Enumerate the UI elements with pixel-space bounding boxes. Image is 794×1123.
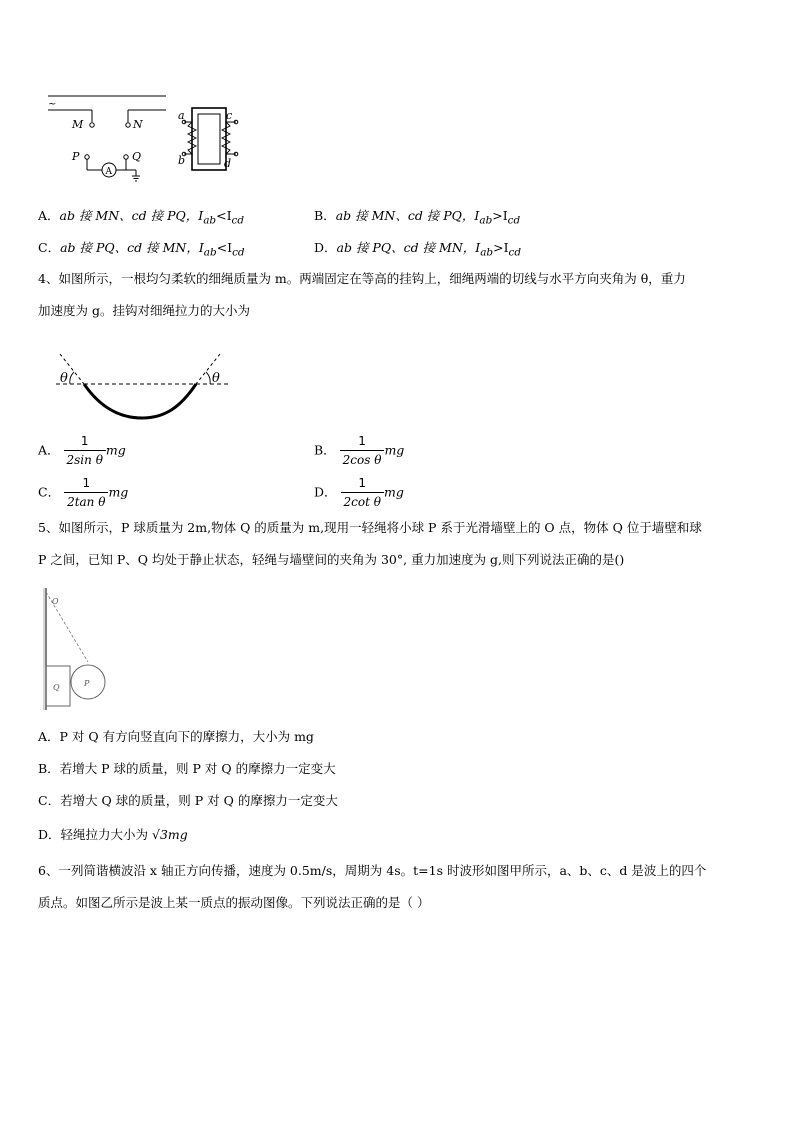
q3-label-b: b — [178, 154, 186, 167]
option-text: ab 接 MN、cd 接 PQ，I — [335, 208, 480, 223]
denominator: 2tan θ — [64, 492, 108, 511]
q3-option-c[interactable] — [38, 239, 245, 262]
q3-label-tilde: ~ — [48, 99, 57, 110]
q3-label-ammeter: A — [105, 167, 112, 177]
option-letter: D． — [38, 827, 61, 842]
subscript-cd: cd — [231, 214, 245, 227]
relation: <I — [216, 240, 233, 255]
q3-label-d: d — [224, 157, 232, 170]
q4-label-theta-right: θ — [212, 371, 220, 386]
suffix: mg — [384, 442, 405, 458]
option-letter: A． — [38, 442, 60, 458]
q3-label-c: c — [226, 109, 233, 122]
subscript-cd: cd — [232, 246, 245, 259]
option-math: √3mg — [152, 827, 188, 842]
fraction — [340, 432, 385, 469]
q5-stem-line2: P 之间，已知 P、Q 均处于静止状态，轻绳与墙壁间的夹角为 30°, 重力加速度为 g,则下列说法正确的是() — [38, 552, 625, 567]
suffix: mg — [108, 484, 129, 500]
q3-label-a: a — [178, 109, 185, 122]
q4-label-theta-left: θ — [60, 371, 68, 386]
q4-stem-line2: 加速度为 g。挂钩对细绳拉力的大小为 — [38, 303, 250, 318]
q4-rope-figure — [52, 348, 232, 423]
q6-stem-line2: 质点。如图乙所示是波上某一质点的振动图像。下列说法正确的是（ ） — [38, 895, 430, 910]
option-letter: B． — [314, 442, 336, 458]
relation: <I — [216, 208, 232, 223]
denominator: 2cos θ — [340, 450, 385, 469]
q3-label-M: M — [72, 118, 84, 131]
relation: >I — [493, 240, 509, 255]
numerator: 1 — [80, 434, 89, 448]
q5-option-a[interactable] — [38, 728, 314, 746]
subscript-ab: ab — [479, 214, 493, 227]
numerator: 1 — [358, 476, 367, 490]
option-text: 若增大 P 球的质量，则 P 对 Q 的摩擦力一定变大 — [59, 761, 336, 776]
fraction — [64, 432, 106, 469]
option-letter: C． — [38, 484, 61, 500]
q3-label-P: P — [72, 150, 80, 163]
subscript-ab: ab — [203, 214, 217, 227]
option-letter: D． — [314, 240, 337, 255]
q5-label-P: P — [84, 679, 90, 688]
q3-label-N: N — [133, 118, 143, 131]
q5-option-d[interactable] — [38, 826, 188, 844]
option-letter: A． — [38, 208, 60, 223]
fraction — [64, 474, 108, 511]
q4-rope-svg — [52, 348, 232, 423]
suffix: mg — [383, 484, 404, 500]
fraction — [341, 474, 384, 511]
relation: >I — [492, 208, 508, 223]
option-letter: B． — [38, 761, 60, 776]
q6-stem-line1: 6、一列简谐横波沿 x 轴正方向传播，速度为 0.5m/s，周期为 4s。t=1s 时波形如图甲所示，a、b、c、d 是波上的四个 — [38, 863, 707, 878]
numerator: 1 — [82, 476, 91, 490]
q5-option-b[interactable] — [38, 760, 336, 778]
option-text: ab 接 PQ、cd 接 MN，I — [60, 240, 204, 255]
q4-option-b[interactable] — [314, 432, 404, 469]
q4-option-c[interactable] — [38, 474, 128, 511]
option-text: P 对 Q 有方向竖直向下的摩擦力，大小为 mg — [59, 729, 314, 744]
q3-circuit-svg — [40, 92, 250, 184]
q4-stem-line1: 4、如图所示，一根均匀柔软的细绳质量为 m。两端固定在等高的挂钩上，细绳两端的切线与水平方向夹角为 θ，重力 — [38, 271, 686, 286]
q4-option-a[interactable] — [38, 432, 126, 469]
q3-circuit-figure — [40, 92, 250, 184]
subscript-cd: cd — [508, 246, 522, 259]
option-text: 轻绳拉力大小为 — [60, 827, 153, 842]
option-letter: B． — [314, 208, 336, 223]
option-letter: C． — [38, 240, 61, 255]
q5-label-O: O — [52, 597, 59, 606]
denominator: 2sin θ — [64, 450, 106, 469]
q3-option-b[interactable] — [314, 207, 520, 230]
q5-label-Q: Q — [53, 683, 60, 692]
subscript-cd: cd — [507, 214, 521, 227]
q5-wall-ball-svg — [38, 586, 118, 714]
subscript-ab: ab — [480, 246, 494, 259]
q5-stem-line1: 5、如图所示，P 球质量为 2m,物体 Q 的质量为 m,现用一轻绳将小球 P 系于光滑墙壁上的 O 点，物体 Q 位于墙壁和球 — [38, 520, 702, 535]
denominator: 2cot θ — [341, 492, 384, 511]
option-letter: A． — [38, 729, 60, 744]
q3-option-d[interactable] — [314, 239, 521, 262]
suffix: mg — [105, 442, 126, 458]
q4-option-d[interactable] — [314, 474, 404, 511]
option-text: ab 接 MN、cd 接 PQ，I — [59, 208, 204, 223]
option-letter: C． — [38, 793, 61, 808]
numerator: 1 — [358, 434, 366, 448]
option-text: 若增大 Q 球的质量，则 P 对 Q 的摩擦力一定变大 — [60, 793, 338, 808]
q5-option-c[interactable] — [38, 792, 338, 810]
option-text: ab 接 PQ、cd 接 MN，I — [336, 240, 481, 255]
q3-option-a[interactable] — [38, 207, 244, 230]
option-letter: D． — [314, 484, 337, 500]
subscript-ab: ab — [203, 246, 217, 259]
q3-label-Q: Q — [132, 150, 142, 163]
q5-wall-ball-figure — [38, 586, 118, 714]
